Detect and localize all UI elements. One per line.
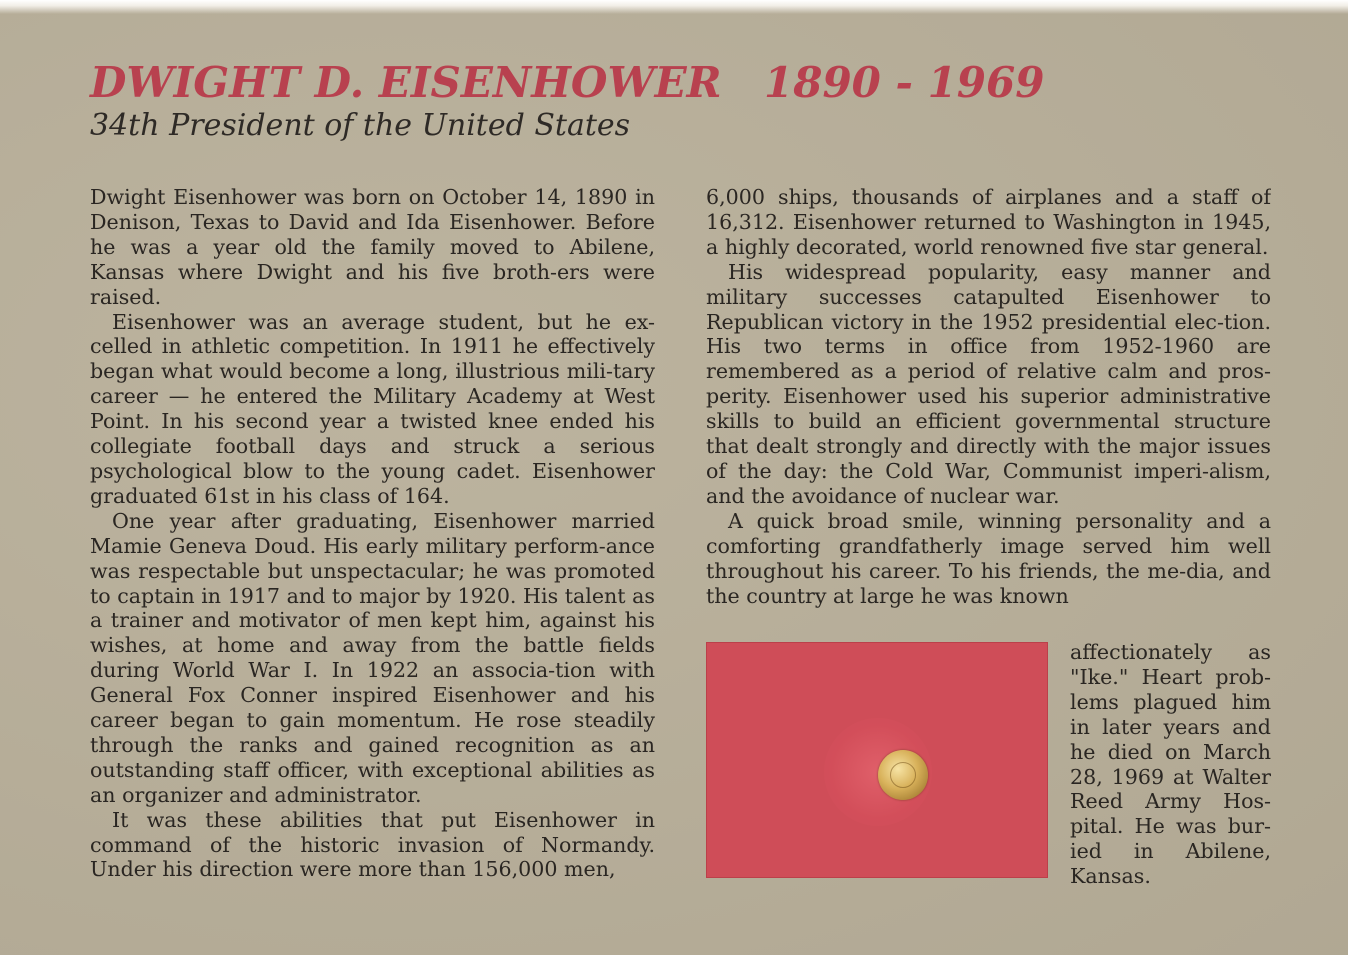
torn-top-edge [0, 0, 1348, 14]
paragraph-normandy: It was these abilities that put Eisenhower in command of the historic invasion of Normandy. Under his direction were more than 156,000 men, [90, 807, 655, 882]
paragraph-personality: A quick broad smile, winning personality and a comforting grandfatherly image served him well throughout his career. To his friends, the me-dia, and the country at large he was known [706, 508, 1271, 608]
page-title: DWIGHT D. EISENHOWER [90, 58, 722, 107]
paragraph-early-career: One year after graduating, Eisenhower married Mamie Geneva Doud. His early military perform-ance was respectable but unspectacular; he was promoted to captain in 1917 and to major by 1920. His talent as a trainer and motivator of men kept him, against his wishes, at home and away from the battle fields during World War I. In 1922 an associa-tion with General Fox Conner inspired Eisenhower and his career began to gain momentum. He rose steadily through the ranks and gained recognition as an outstanding staff officer, with exceptional abilities as an organizer and administrator. [90, 508, 655, 807]
left-text-column [90, 185, 655, 885]
right-text-column [706, 185, 1271, 639]
page-subtitle: 34th President of the United States [90, 108, 631, 143]
paragraph-birth: Dwight Eisenhower was born on October 14, 1890 in Denison, Texas to David and Ida Eisenhower. Before he was a year old the family moved to Abilene, Kansas where Dwight and his five broth-ers were raised. [90, 185, 655, 309]
coin-eagle-icon [890, 762, 916, 788]
paragraph-presidency: His widespread popularity, easy manner and military successes catapulted Eisenhower to Republican victory in the 1952 presidential elec-tion. His two terms in office from 1952-1960 are remembered as a period of relative calm and pros-perity. Eisenhower used his superior administrative skills to build an efficient governmental structure that dealt strongly and directly with the major issues of the day: the Cold War, Communist imperi-alism, and the avoidance of nuclear war. [706, 259, 1271, 508]
paragraph-west-point: Eisenhower was an average student, but he ex-celled in athletic competition. In 1911 he effectively began what would become a long, illustrious mili-tary career — he entered the Military Academy at West Point. In his second year a twisted knee ended his collegiate football days and struck a serious psychological blow to the young cadet. Eisenhower graduated 61st in his class of 164. [90, 309, 655, 508]
paragraph-ike: affectionately as "Ike." Heart prob-lems plagued him in later years and he died on March 28, 1969 at Walter Reed Army Hos-pital. He was bur-ied in Abilene, Kansas. [1070, 640, 1271, 889]
right-wrap-column [1070, 640, 1271, 890]
life-years: 1890 - 1969 [764, 58, 1045, 107]
paragraph-return: 6,000 ships, thousands of airplanes and a staff of 16,312. Eisenhower returned to Washington in 1945, a highly decorated, world renowned five star general. [706, 185, 1271, 259]
